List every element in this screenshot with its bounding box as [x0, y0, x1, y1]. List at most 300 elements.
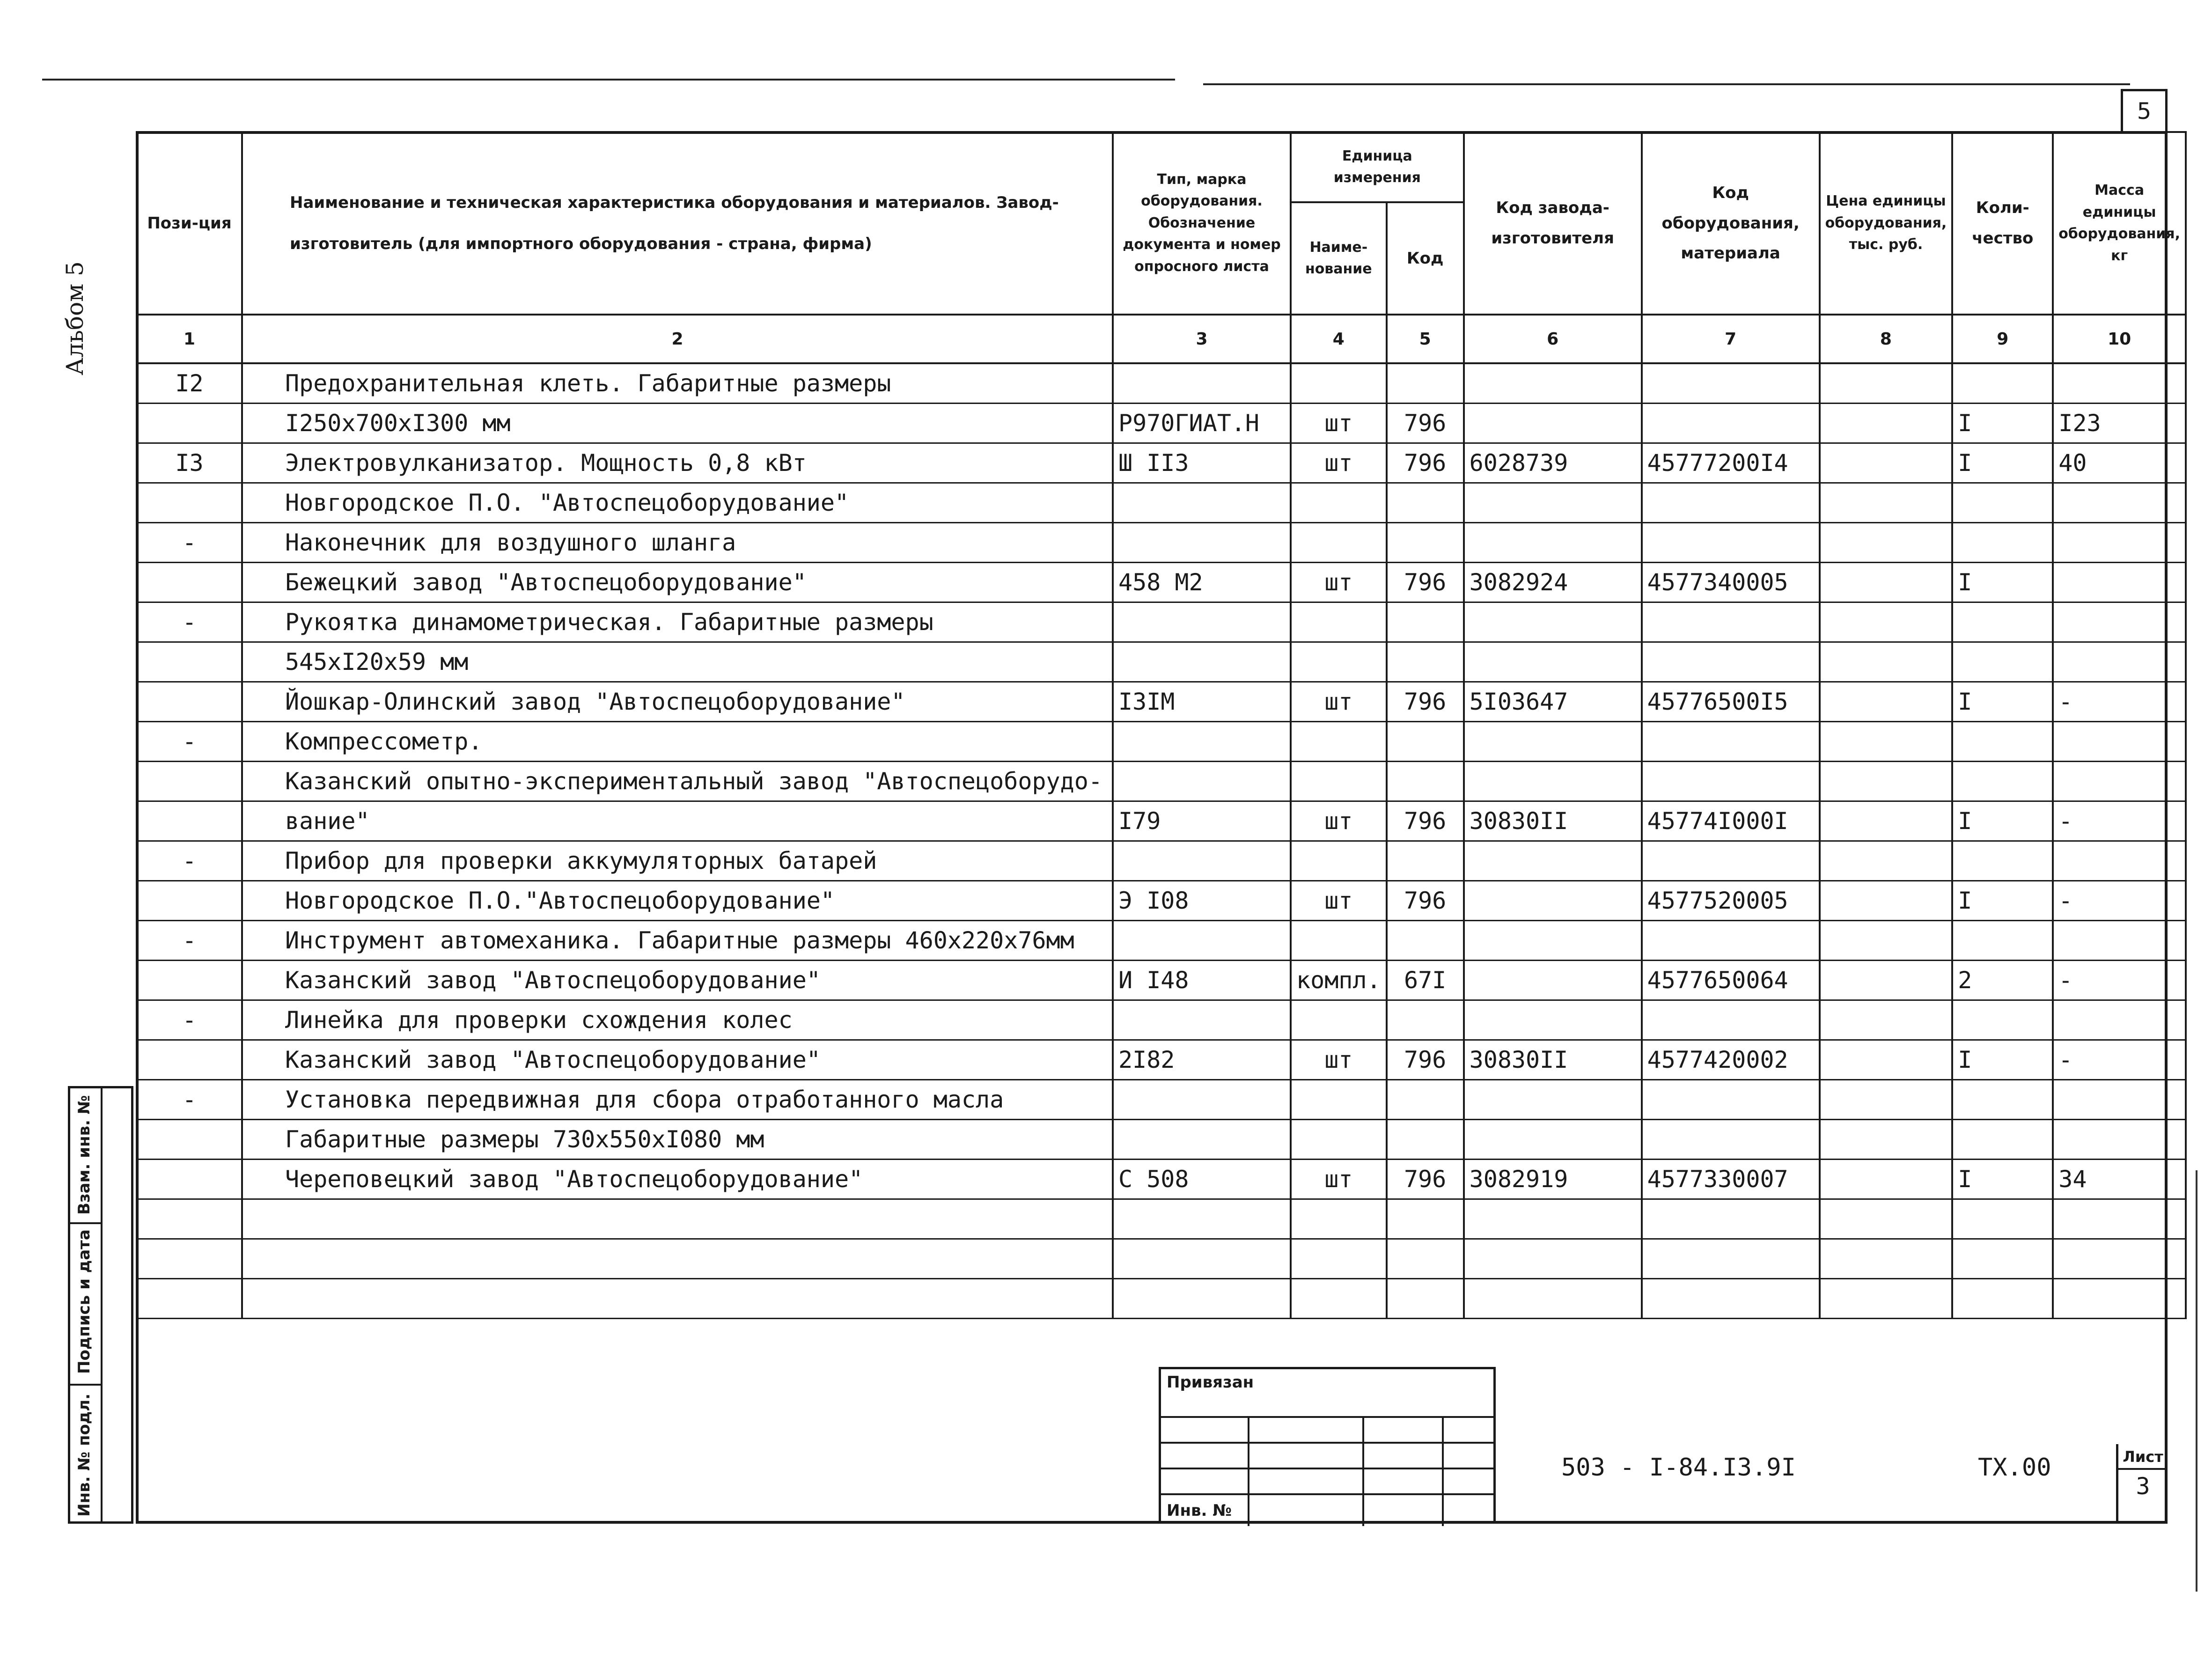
price-cell: [1820, 443, 1953, 483]
equipment-code-cell: [1642, 523, 1820, 563]
maker-code-cell: [1464, 404, 1642, 443]
position-cell: [137, 881, 242, 921]
position-cell: -: [137, 1000, 242, 1040]
position-cell: -: [137, 841, 242, 881]
equipment-code-cell: [1642, 762, 1820, 801]
maker-code-cell: [1464, 602, 1642, 642]
header-maker-code: Код завода-изготовителя: [1464, 132, 1642, 315]
type-cell: [1113, 1239, 1291, 1279]
unit-name-cell: [1291, 1279, 1387, 1319]
equipment-code-cell: 4577520005: [1642, 881, 1820, 921]
mass-cell: [2053, 523, 2186, 563]
unit-code-cell: 796: [1387, 1040, 1464, 1080]
name-cell: Габаритные размеры 730x550xI080 мм: [242, 1120, 1113, 1160]
mass-cell: -: [2053, 961, 2186, 1000]
unit-code-cell: [1387, 1000, 1464, 1040]
unit-code-cell: [1387, 841, 1464, 881]
type-cell: [1113, 483, 1291, 523]
maker-code-cell: [1464, 921, 1642, 961]
binding-line: [1161, 1468, 1496, 1469]
unit-name-cell: шт: [1291, 404, 1387, 443]
header-unit-group: Единица измерения: [1291, 132, 1464, 202]
sheet-label: Лист: [2118, 1444, 2168, 1470]
price-cell: [1820, 1239, 1953, 1279]
page-number: 5: [2121, 89, 2168, 132]
maker-code-cell: 30830II: [1464, 801, 1642, 841]
binding-line: [1161, 1442, 1496, 1444]
table-row: [137, 921, 2186, 961]
unit-code-cell: [1387, 1279, 1464, 1319]
quantity-cell: [1952, 722, 2053, 762]
name-cell: [242, 1279, 1113, 1319]
unit-name-cell: [1291, 642, 1387, 682]
equipment-code-cell: [1642, 404, 1820, 443]
type-cell: Ш II3: [1113, 443, 1291, 483]
unit-code-cell: 796: [1387, 563, 1464, 602]
unit-code-cell: [1387, 921, 1464, 961]
name-cell: вание": [242, 801, 1113, 841]
document-mark: ТХ.00: [1978, 1453, 2051, 1482]
quantity-cell: [1952, 1199, 2053, 1239]
mass-cell: [2053, 722, 2186, 762]
maker-code-cell: 6028739: [1464, 443, 1642, 483]
price-cell: [1820, 1120, 1953, 1160]
unit-name-cell: [1291, 722, 1387, 762]
quantity-cell: I: [1952, 881, 2053, 921]
mass-cell: [2053, 1279, 2186, 1319]
equipment-code-cell: [1642, 921, 1820, 961]
unit-code-cell: [1387, 363, 1464, 404]
mass-cell: [2053, 483, 2186, 523]
price-cell: [1820, 1279, 1953, 1319]
maker-code-cell: [1464, 961, 1642, 1000]
name-cell: Рукоятка динамометрическая. Габаритные размеры: [242, 602, 1113, 642]
quantity-cell: [1952, 602, 2053, 642]
name-cell: Инструмент автомеханика. Габаритные размеры 460x220x76мм: [242, 921, 1113, 961]
position-cell: [137, 1040, 242, 1080]
mass-cell: [2053, 841, 2186, 881]
maker-code-cell: [1464, 881, 1642, 921]
mass-cell: [2053, 642, 2186, 682]
quantity-cell: I: [1952, 801, 2053, 841]
mass-cell: [2053, 762, 2186, 801]
type-cell: [1113, 523, 1291, 563]
table-row: [137, 1120, 2186, 1160]
price-cell: [1820, 762, 1953, 801]
unit-name-cell: шт: [1291, 881, 1387, 921]
header-price: Цена единицы оборудования, тыс. руб.: [1820, 132, 1953, 315]
quantity-cell: I: [1952, 443, 2053, 483]
table-row: [137, 602, 2186, 642]
header-name: Наименование и техническая характеристика оборудования и материалов. Завод-изготовитель (для импортного оборудования - страна, фирма): [242, 132, 1113, 315]
unit-code-cell: 796: [1387, 682, 1464, 722]
type-cell: 2I82: [1113, 1040, 1291, 1080]
name-cell: [242, 1239, 1113, 1279]
mass-cell: -: [2053, 881, 2186, 921]
column-number: 8: [1820, 315, 1953, 363]
unit-code-cell: 67I: [1387, 961, 1464, 1000]
mass-cell: [2053, 363, 2186, 404]
table-row: [137, 642, 2186, 682]
document-code: 503 - I-84.I3.9I: [1561, 1453, 1796, 1482]
quantity-cell: [1952, 363, 2053, 404]
binding-line: [1161, 1416, 1496, 1418]
price-cell: [1820, 841, 1953, 881]
table-row: [137, 841, 2186, 881]
binding-line: [1248, 1416, 1249, 1526]
equipment-code-cell: [1642, 722, 1820, 762]
type-cell: [1113, 1080, 1291, 1120]
type-cell: [1113, 1120, 1291, 1160]
position-cell: [137, 1160, 242, 1199]
side-cell-inv-replace: [70, 1088, 101, 1224]
quantity-cell: 2: [1952, 961, 2053, 1000]
mass-cell: [2053, 1120, 2186, 1160]
price-cell: [1820, 921, 1953, 961]
maker-code-cell: [1464, 762, 1642, 801]
table-row: [137, 1239, 2186, 1279]
header-unit-name: Наиме-нование: [1291, 202, 1387, 315]
equipment-code-cell: [1642, 1120, 1820, 1160]
price-cell: [1820, 523, 1953, 563]
mass-cell: [2053, 1080, 2186, 1120]
type-cell: 458 М2: [1113, 563, 1291, 602]
table-row: [137, 881, 2186, 921]
column-number: 3: [1113, 315, 1291, 363]
type-cell: И I48: [1113, 961, 1291, 1000]
name-cell: Наконечник для воздушного шланга: [242, 523, 1113, 563]
quantity-cell: [1952, 921, 2053, 961]
header-unit-code: Код: [1387, 202, 1464, 315]
mass-cell: [2053, 563, 2186, 602]
header-quantity: Коли-чество: [1952, 132, 2053, 315]
table-row: [137, 363, 2186, 404]
type-cell: [1113, 1000, 1291, 1040]
side-cell-inv-original: [70, 1386, 101, 1521]
quantity-cell: [1952, 642, 2053, 682]
unit-code-cell: [1387, 483, 1464, 523]
table-row: [137, 523, 2186, 563]
equipment-code-cell: [1642, 841, 1820, 881]
equipment-code-cell: 4577340005: [1642, 563, 1820, 602]
table-row: [137, 762, 2186, 801]
position-cell: [137, 404, 242, 443]
maker-code-cell: [1464, 1080, 1642, 1120]
table-row: [137, 1000, 2186, 1040]
equipment-code-cell: [1642, 483, 1820, 523]
unit-name-cell: шт: [1291, 443, 1387, 483]
name-cell: Новгородское П.О. "Автоспецоборудование": [242, 483, 1113, 523]
quantity-cell: [1952, 762, 2053, 801]
maker-code-cell: 3082919: [1464, 1160, 1642, 1199]
mass-cell: [2053, 1239, 2186, 1279]
type-cell: [1113, 363, 1291, 404]
name-cell: Казанский завод "Автоспецоборудование": [242, 1040, 1113, 1080]
binding-line: [1362, 1416, 1364, 1526]
mass-cell: [2053, 602, 2186, 642]
table-row: [137, 443, 2186, 483]
name-cell: Казанский опытно-экспериментальный завод "Автоспецоборудо-: [242, 762, 1113, 801]
mass-cell: 34: [2053, 1160, 2186, 1199]
equipment-code-cell: [1642, 1000, 1820, 1040]
table-row: [137, 1160, 2186, 1199]
unit-name-cell: [1291, 1080, 1387, 1120]
price-cell: [1820, 682, 1953, 722]
equipment-code-cell: 4577650064: [1642, 961, 1820, 1000]
name-cell: Йошкар-Олинский завод "Автоспецоборудование": [242, 682, 1113, 722]
mass-cell: [2053, 921, 2186, 961]
mass-cell: I23: [2053, 404, 2186, 443]
unit-name-cell: шт: [1291, 682, 1387, 722]
name-cell: Казанский завод "Автоспецоборудование": [242, 961, 1113, 1000]
mass-cell: 40: [2053, 443, 2186, 483]
price-cell: [1820, 563, 1953, 602]
table-row: [137, 563, 2186, 602]
equipment-code-cell: 45774I000I: [1642, 801, 1820, 841]
column-number: 7: [1642, 315, 1820, 363]
unit-name-cell: шт: [1291, 1040, 1387, 1080]
position-cell: [137, 762, 242, 801]
table-row: [137, 1279, 2186, 1319]
table-row: [137, 1080, 2186, 1120]
unit-code-cell: [1387, 722, 1464, 762]
type-cell: [1113, 642, 1291, 682]
maker-code-cell: [1464, 1199, 1642, 1239]
position-cell: [137, 642, 242, 682]
position-cell: [137, 1120, 242, 1160]
price-cell: [1820, 1199, 1953, 1239]
position-cell: [137, 1199, 242, 1239]
equipment-code-cell: [1642, 1080, 1820, 1120]
column-number: 6: [1464, 315, 1642, 363]
table-row: [137, 961, 2186, 1000]
header-mass: Масса единицы оборудования, кг: [2053, 132, 2186, 315]
mass-cell: [2053, 1000, 2186, 1040]
quantity-cell: [1952, 483, 2053, 523]
type-cell: [1113, 841, 1291, 881]
type-cell: [1113, 1279, 1291, 1319]
position-cell: I3: [137, 443, 242, 483]
items-body: [137, 363, 2186, 1319]
column-number: 4: [1291, 315, 1387, 363]
equipment-code-cell: [1642, 1199, 1820, 1239]
equipment-code-cell: 4577330007: [1642, 1160, 1820, 1199]
unit-code-cell: [1387, 523, 1464, 563]
type-cell: [1113, 722, 1291, 762]
equipment-code-cell: [1642, 1279, 1820, 1319]
name-cell: Установка передвижная для сбора отработанного масла: [242, 1080, 1113, 1120]
position-cell: [137, 1239, 242, 1279]
unit-code-cell: [1387, 1080, 1464, 1120]
maker-code-cell: [1464, 841, 1642, 881]
position-cell: -: [137, 722, 242, 762]
name-cell: [242, 1199, 1113, 1239]
unit-name-cell: [1291, 363, 1387, 404]
maker-code-cell: [1464, 483, 1642, 523]
price-cell: [1820, 1040, 1953, 1080]
type-cell: [1113, 1199, 1291, 1239]
header-equipment-code: Код оборудования, материала: [1642, 132, 1820, 315]
unit-name-cell: компл.: [1291, 961, 1387, 1000]
quantity-cell: [1952, 523, 2053, 563]
header-position: Пози-ция: [137, 132, 242, 315]
side-label-signature: Подпись и дата: [75, 1229, 94, 1374]
unit-code-cell: [1387, 602, 1464, 642]
column-number: 10: [2053, 315, 2186, 363]
specification-table: [136, 131, 2187, 1319]
column-number: 9: [1952, 315, 2053, 363]
unit-code-cell: 796: [1387, 881, 1464, 921]
mass-cell: -: [2053, 1040, 2186, 1080]
table-row: [137, 404, 2186, 443]
side-label-inv-replace: Взам. инв. №: [75, 1095, 94, 1215]
name-cell: Череповецкий завод "Автоспецоборудование": [242, 1160, 1113, 1199]
mass-cell: [2053, 1199, 2186, 1239]
name-cell: Бежецкий завод "Автоспецоборудование": [242, 563, 1113, 602]
maker-code-cell: [1464, 1000, 1642, 1040]
name-cell: Новгородское П.О."Автоспецоборудование": [242, 881, 1113, 921]
table-row: [137, 1199, 2186, 1239]
quantity-cell: I: [1952, 1040, 2053, 1080]
binding-edge-line: [2196, 1170, 2197, 1592]
equipment-code-cell: [1642, 1239, 1820, 1279]
maker-code-cell: [1464, 1279, 1642, 1319]
table-row: [137, 682, 2186, 722]
position-cell: [137, 483, 242, 523]
quantity-cell: [1952, 1080, 2053, 1120]
price-cell: [1820, 1000, 1953, 1040]
sheet-box: [2116, 1444, 2168, 1524]
sheet-number: 3: [2136, 1473, 2150, 1500]
unit-name-cell: [1291, 1239, 1387, 1279]
type-cell: Э I08: [1113, 881, 1291, 921]
type-cell: [1113, 921, 1291, 961]
price-cell: [1820, 602, 1953, 642]
name-cell: Компрессометр.: [242, 722, 1113, 762]
column-number: 5: [1387, 315, 1464, 363]
price-cell: [1820, 1160, 1953, 1199]
unit-code-cell: [1387, 1120, 1464, 1160]
position-cell: [137, 682, 242, 722]
unit-name-cell: [1291, 523, 1387, 563]
maker-code-cell: [1464, 363, 1642, 404]
mass-cell: -: [2053, 682, 2186, 722]
price-cell: [1820, 642, 1953, 682]
price-cell: [1820, 404, 1953, 443]
type-cell: [1113, 602, 1291, 642]
price-cell: [1820, 363, 1953, 404]
name-cell: Электровулканизатор. Мощность 0,8 кВт: [242, 443, 1113, 483]
unit-name-cell: [1291, 1120, 1387, 1160]
inv-label: Инв. №: [1167, 1501, 1232, 1520]
unit-code-cell: [1387, 762, 1464, 801]
price-cell: [1820, 881, 1953, 921]
unit-code-cell: [1387, 1239, 1464, 1279]
unit-name-cell: [1291, 762, 1387, 801]
price-cell: [1820, 483, 1953, 523]
binding-line: [1161, 1493, 1496, 1495]
type-cell: [1113, 762, 1291, 801]
quantity-cell: I: [1952, 1160, 2053, 1199]
table-row: [137, 483, 2186, 523]
quantity-cell: I: [1952, 682, 2053, 722]
quantity-cell: I: [1952, 563, 2053, 602]
position-cell: -: [137, 602, 242, 642]
side-label-inv-original: Инв. № подл.: [75, 1393, 94, 1517]
position-cell: [137, 1279, 242, 1319]
equipment-code-cell: 45777200I4: [1642, 443, 1820, 483]
unit-name-cell: шт: [1291, 1160, 1387, 1199]
price-cell: [1820, 722, 1953, 762]
price-cell: [1820, 801, 1953, 841]
name-cell: I250x700xI300 мм: [242, 404, 1113, 443]
unit-name-cell: шт: [1291, 563, 1387, 602]
name-cell: Прибор для проверки аккумуляторных батарей: [242, 841, 1113, 881]
name-cell: Линейка для проверки схождения колес: [242, 1000, 1113, 1040]
position-cell: -: [137, 921, 242, 961]
type-cell: С 508: [1113, 1160, 1291, 1199]
maker-code-cell: 3082924: [1464, 563, 1642, 602]
unit-code-cell: 796: [1387, 1160, 1464, 1199]
table-row: [137, 722, 2186, 762]
side-cell-signature: [70, 1224, 101, 1386]
unit-code-cell: 796: [1387, 443, 1464, 483]
type-cell: I3IМ: [1113, 682, 1291, 722]
side-stamp-divider: [101, 1088, 103, 1521]
unit-code-cell: [1387, 1199, 1464, 1239]
type-cell: I79: [1113, 801, 1291, 841]
column-number: 1: [137, 315, 242, 363]
unit-name-cell: [1291, 1199, 1387, 1239]
quantity-cell: [1952, 841, 2053, 881]
equipment-code-cell: [1642, 642, 1820, 682]
equipment-code-cell: [1642, 363, 1820, 404]
unit-name-cell: [1291, 841, 1387, 881]
side-stamp: [68, 1086, 133, 1524]
name-cell: 545xI20x59 мм: [242, 642, 1113, 682]
album-label: Альбом 5: [61, 261, 88, 375]
price-cell: [1820, 1080, 1953, 1120]
maker-code-cell: [1464, 1120, 1642, 1160]
quantity-cell: [1952, 1279, 2053, 1319]
maker-code-cell: [1464, 523, 1642, 563]
type-cell: Р970ГИАТ.Н: [1113, 404, 1291, 443]
table-row: [137, 801, 2186, 841]
maker-code-cell: [1464, 1239, 1642, 1279]
quantity-cell: [1952, 1000, 2053, 1040]
unit-code-cell: [1387, 642, 1464, 682]
equipment-code-cell: 45776500I5: [1642, 682, 1820, 722]
quantity-cell: [1952, 1120, 2053, 1160]
position-cell: [137, 801, 242, 841]
maker-code-cell: [1464, 642, 1642, 682]
quantity-cell: I: [1952, 404, 2053, 443]
unit-code-cell: 796: [1387, 404, 1464, 443]
price-cell: [1820, 961, 1953, 1000]
column-number: 2: [242, 315, 1113, 363]
equipment-code-cell: 4577420002: [1642, 1040, 1820, 1080]
equipment-code-cell: [1642, 602, 1820, 642]
unit-name-cell: [1291, 1000, 1387, 1040]
table-row: [137, 1040, 2186, 1080]
top-rule-right: [1203, 83, 2130, 85]
position-cell: [137, 563, 242, 602]
unit-name-cell: [1291, 483, 1387, 523]
unit-name-cell: [1291, 921, 1387, 961]
unit-name-cell: [1291, 602, 1387, 642]
top-rule-left: [42, 79, 1175, 81]
binding-block: [1159, 1367, 1496, 1524]
